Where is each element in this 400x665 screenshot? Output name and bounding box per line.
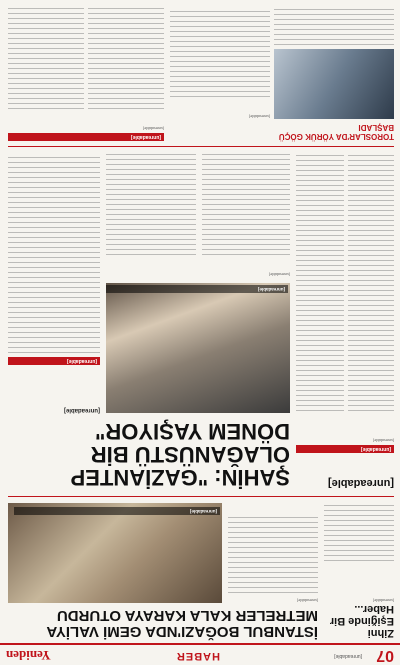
bottom-divider — [8, 146, 394, 147]
right-column-lines-b — [8, 7, 84, 109]
page-number: 07 — [376, 647, 394, 664]
main-story-body: [unreadable] — [268, 272, 290, 277]
right-column-body: [unreadable] — [142, 126, 164, 131]
main-story-photo — [106, 283, 290, 413]
left-column-lines-a — [348, 153, 394, 411]
side-story-headline: Zihni Eşiğinde Bir Haber... — [329, 603, 394, 639]
top-story-headline: İSTANBUL BOĞAZI'NDA GEMİ VALİYA METRELER KALA KARAYA OTURDU — [46, 607, 318, 640]
section-label: HABER — [175, 650, 220, 662]
main-story-col1-lines — [8, 153, 100, 353]
main-story-photo-caption: [unreadable] — [106, 286, 288, 294]
main-story-headline: ŞAHİN: "GAZİANTEP OLAĞANÜSTÜ BİR DÖNEM YAŞIYOR" — [70, 419, 290, 490]
bottom-story-lines-a — [170, 7, 270, 97]
left-column-lines-b — [296, 153, 344, 411]
bottom-story-photo — [274, 49, 394, 119]
side-story-body: [unreadable] — [372, 598, 394, 603]
top-story-photo — [8, 503, 222, 603]
bottom-story-body: [unreadable] — [248, 114, 270, 119]
bottom-story-headline: TOROSLAR'DA YÖRÜK GÖÇÜ BAŞLADI — [278, 123, 394, 141]
left-column-body: [unreadable] — [372, 438, 394, 443]
page-header — [0, 643, 400, 665]
side-story-text-lines — [324, 503, 394, 561]
left-column-label: [unreadable] — [296, 445, 394, 453]
top-story-body: [unreadable] — [296, 598, 318, 603]
bottom-story-lines-b — [274, 7, 394, 45]
right-column-lines-a — [88, 7, 164, 109]
main-story-banner: [unreadable] — [8, 357, 100, 365]
newspaper-logo: Yeniden — [6, 648, 51, 663]
main-story-col2-lines — [202, 153, 290, 255]
right-column-label: [unreadable] — [8, 133, 164, 141]
main-story-col3-lines — [106, 153, 196, 255]
left-column-headline: [unreadable] — [327, 477, 394, 489]
top-story-text-lines — [228, 513, 318, 593]
section-divider — [8, 496, 394, 497]
page-date: [unreadable] — [334, 653, 362, 659]
main-story-deck: [unreadable] — [63, 407, 100, 413]
top-story-photo-caption: [unreadable] — [14, 508, 220, 516]
